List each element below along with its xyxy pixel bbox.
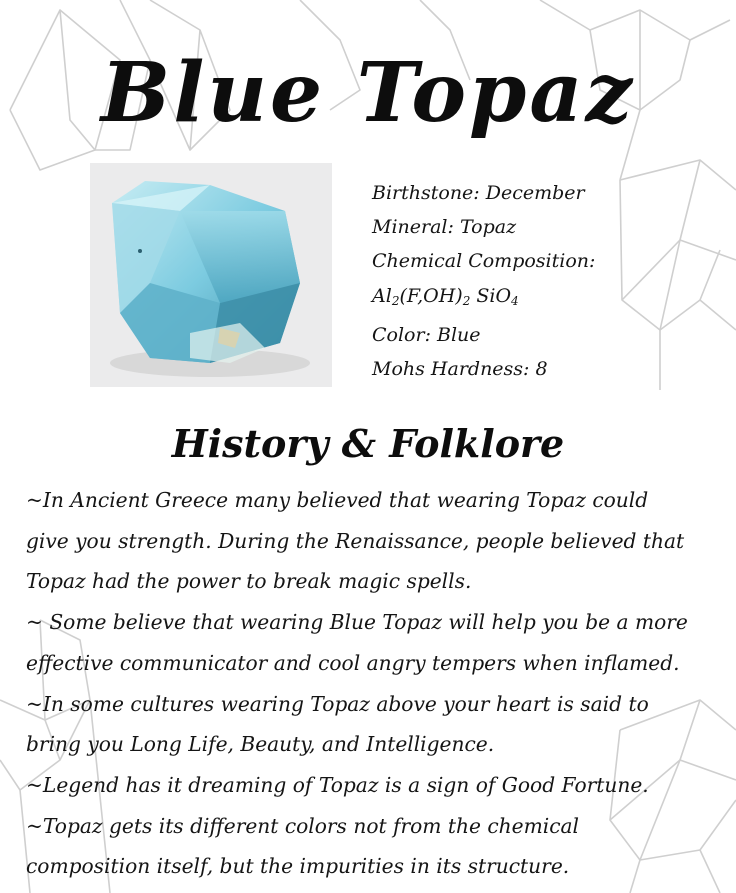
blue-topaz-photo <box>90 163 332 387</box>
folklore-line: ~In Ancient Greece many believed that wearing Topaz could <box>26 488 649 512</box>
formula-al-subscript: 2 <box>391 293 400 308</box>
folklore-line: ~In some cultures wearing Topaz above your heart is said to <box>26 691 649 716</box>
folklore-line: ~Topaz gets its different colors not from the chemical <box>26 813 579 838</box>
folklore-line: effective communicator and cool angry tempers when inflamed. <box>26 650 680 675</box>
gemstone-facts <box>372 176 722 386</box>
fact-chemical-formula <box>372 279 722 318</box>
folklore-line: bring you Long Life, Beauty, and Intelligence. <box>26 732 495 757</box>
formula-f-oh: (F,OH) <box>399 284 463 307</box>
fact-birthstone: Birthstone: December <box>372 182 585 204</box>
fact-hardness: Mohs Hardness: 8 <box>372 358 548 381</box>
fact-color: Color: Blue <box>372 323 481 346</box>
folklore-line: Topaz had the power to break magic spells. <box>26 569 472 594</box>
folklore-line: ~ Some believe that wearing Blue Topaz will help you be a more <box>26 610 688 635</box>
section-heading: History & Folklore <box>171 421 565 466</box>
page-title: Blue Topaz <box>100 45 636 141</box>
fact-mineral: Mineral: Topaz <box>372 216 517 239</box>
folklore-line: composition itself, but the impurities in its structure. <box>26 854 570 879</box>
formula-sio: SiO <box>476 284 512 307</box>
folklore-text <box>26 480 726 887</box>
folklore-line: ~Legend has it dreaming of Topaz is a sign of Good Fortune. <box>26 772 649 797</box>
formula-al: Al <box>372 284 392 307</box>
fact-chemical-label: Chemical Composition: <box>372 250 596 273</box>
formula-f-oh-subscript: 2 <box>462 293 471 308</box>
folklore-line: give you strength. During the Renaissance, people believed that <box>26 528 685 553</box>
formula-sio-subscript: 4 <box>511 293 519 308</box>
